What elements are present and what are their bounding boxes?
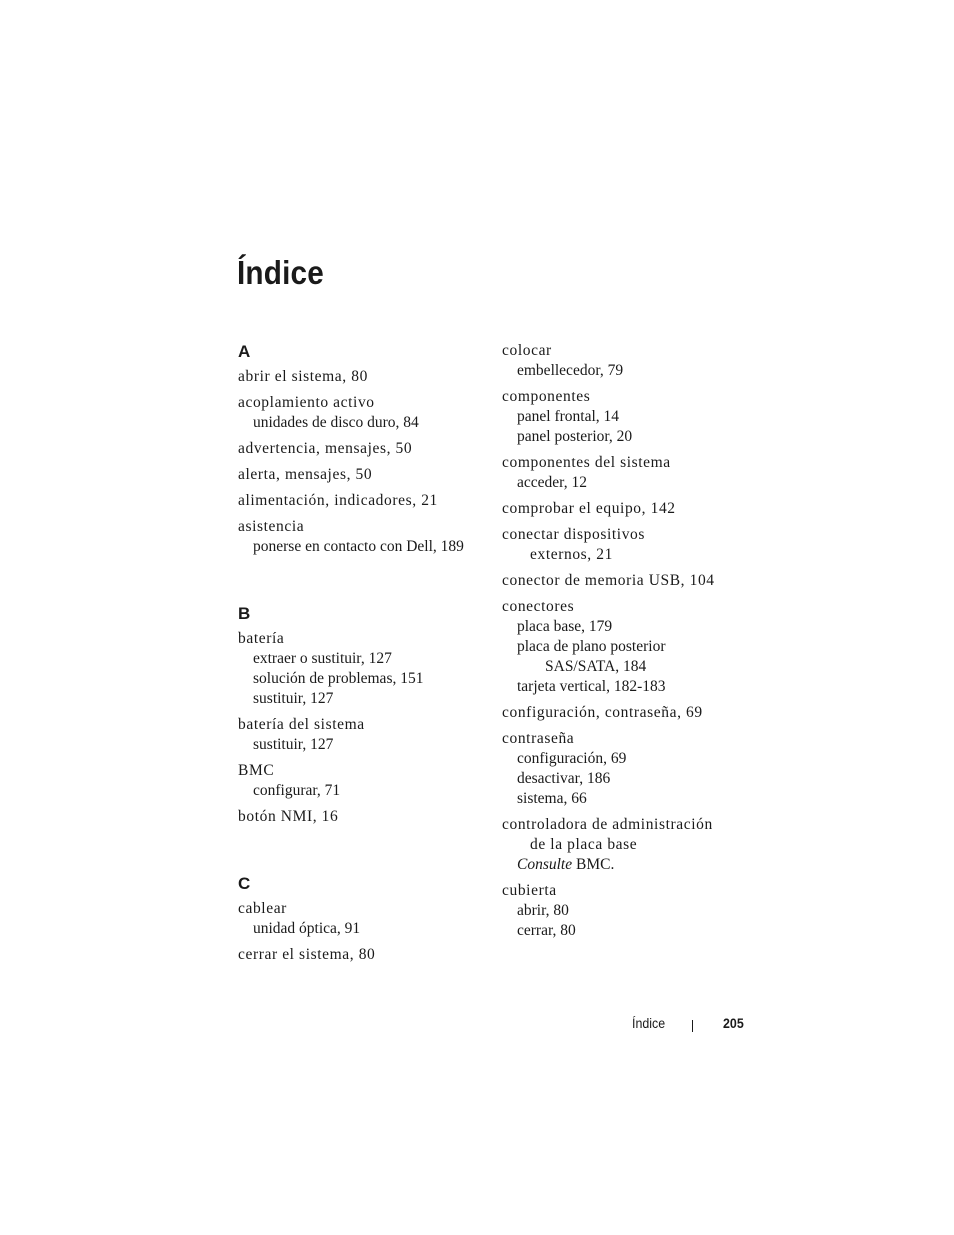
index-term: conectar dispositivos [502, 526, 646, 543]
index-subterm: solución de problemas, 151 [253, 670, 424, 687]
index-entry-contrasena [502, 729, 752, 809]
index-subterm: sustituir, 127 [253, 690, 334, 707]
index-subterm: extraer o sustituir, 127 [253, 650, 392, 667]
index-term: batería del sistema [238, 716, 365, 733]
index-term: acoplamiento activo [238, 394, 375, 411]
index-entry [238, 393, 488, 433]
section-spacer [238, 563, 488, 603]
index-term: cerrar el sistema, 80 [238, 946, 376, 963]
index-entry-colocar [502, 341, 752, 381]
index-subterm: acceder, 12 [517, 474, 587, 491]
index-subterm: sistema, 66 [517, 790, 587, 807]
section-letter: A [238, 342, 251, 361]
index-subterm: placa base, 179 [517, 618, 613, 635]
footer-label: Índice [632, 1016, 666, 1031]
index-term: conector de memoria USB, 104 [502, 572, 715, 589]
index-term: asistencia [238, 518, 305, 535]
index-subterm: unidades de disco duro, 84 [253, 414, 419, 431]
index-term: componentes del sistema [502, 454, 671, 471]
section-letter: C [238, 874, 251, 893]
index-term-continuation: externos, 21 [530, 546, 613, 563]
index-entry-componentes-del-sistema [502, 453, 752, 493]
index-entry [238, 491, 488, 511]
index-term: alerta, mensajes, 50 [238, 466, 373, 483]
index-subterm: tarjeta vertical, 182-183 [517, 678, 666, 695]
index-term: cablear [238, 900, 287, 917]
index-term: configuración, contraseña, 69 [502, 704, 703, 721]
index-entry [238, 715, 488, 755]
index-subterm: configuración, 69 [517, 750, 627, 767]
index-term: advertencia, mensajes, 50 [238, 440, 413, 457]
index-column-right [502, 341, 752, 947]
index-subterm-continuation: SAS/SATA, 184 [545, 658, 647, 675]
page-title: Índice [237, 254, 324, 291]
index-entry [238, 761, 488, 801]
footer-separator [692, 1020, 693, 1032]
index-subterm: abrir, 80 [517, 902, 569, 919]
index-subterm: panel frontal, 14 [517, 408, 620, 425]
index-subterm: panel posterior, 20 [517, 428, 633, 445]
index-subterm: embellecedor, 79 [517, 362, 624, 379]
index-entry [238, 367, 488, 387]
index-term: componentes [502, 388, 591, 405]
index-term-continuation: de la placa base [530, 836, 638, 853]
index-entry-conectores [502, 597, 752, 697]
index-subterm: unidad óptica, 91 [253, 920, 361, 937]
page-number: 205 [723, 1016, 744, 1031]
index-column-left [238, 341, 488, 971]
index-entry [238, 465, 488, 485]
index-term: controladora de administración [502, 816, 713, 833]
index-entry-conectar-dispositivos [502, 525, 752, 565]
index-entry [238, 899, 488, 939]
index-entry [238, 439, 488, 459]
section-letter: B [238, 604, 251, 623]
index-term: contraseña [502, 730, 575, 747]
index-entry-componentes [502, 387, 752, 447]
index-term: conectores [502, 598, 575, 615]
index-subterm: cerrar, 80 [517, 922, 576, 939]
section-spacer [238, 833, 488, 873]
index-term: abrir el sistema, 80 [238, 368, 368, 385]
index-subterm: configurar, 71 [253, 782, 341, 799]
index-entry [238, 517, 488, 557]
index-term: BMC [238, 762, 275, 779]
index-term: cubierta [502, 882, 557, 899]
index-entry-configuracion-contrasena [502, 703, 752, 723]
index-entry-controladora [502, 815, 752, 875]
index-entry [238, 945, 488, 965]
index-term: colocar [502, 342, 552, 359]
index-subterm: ponerse en contacto con Dell, 189 [253, 538, 464, 555]
index-entry-cubierta [502, 881, 752, 941]
index-subterm: placa de plano posterior [517, 638, 666, 655]
index-subterm: desactivar, 186 [517, 770, 611, 787]
index-entry [238, 807, 488, 827]
see-word: Consulte [517, 856, 573, 873]
index-entry [238, 629, 488, 709]
index-term: botón NMI, 16 [238, 808, 339, 825]
index-term: comprobar el equipo, 142 [502, 500, 676, 517]
see-target: BMC. [576, 856, 615, 873]
index-entry-comprobar [502, 499, 752, 519]
index-term: batería [238, 630, 285, 647]
page-footer [0, 1014, 954, 1036]
index-see-reference [502, 855, 752, 875]
index-term: alimentación, indicadores, 21 [238, 492, 438, 509]
index-entry-conector-usb [502, 571, 752, 591]
index-subterm: sustituir, 127 [253, 736, 334, 753]
